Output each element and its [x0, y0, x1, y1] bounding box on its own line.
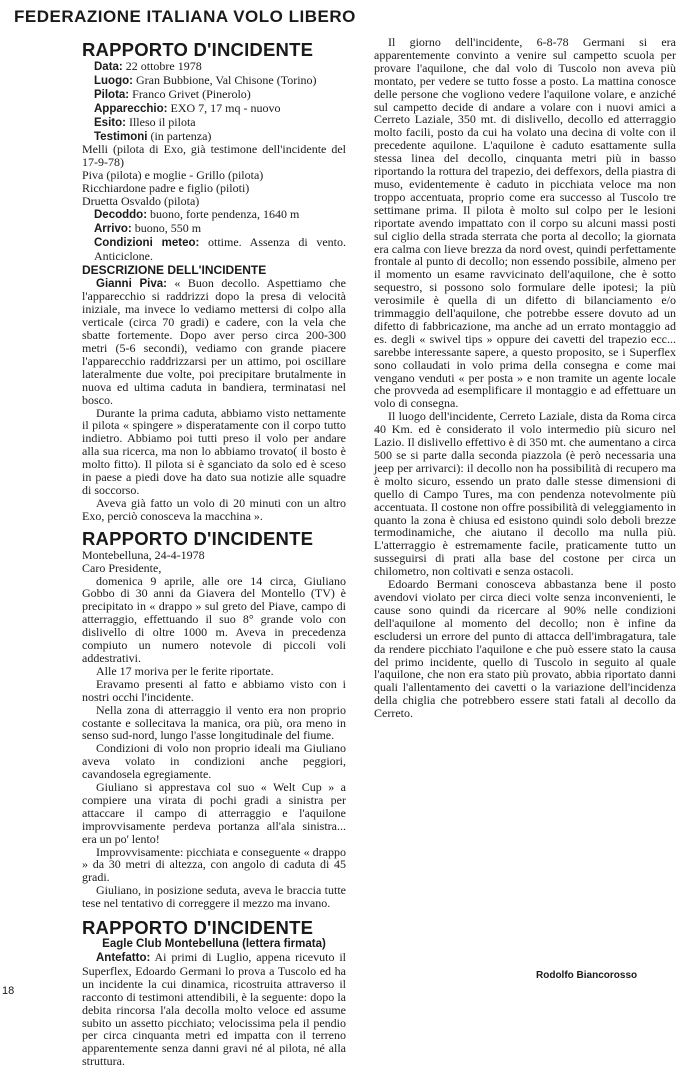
report-3-paragraph: Il giorno dell'incidente, 6-8-78 Germani si era apparentemente convinto a venire sul campetto scuola per provare l'aquilone, che dal volo di Tuscolo non aveva più montato, per vedere se tutto fosse a posto. La mattina conosce delle persone che vogliono vedere l'aquilone volare, e anziché sul campetto decide di andare a volare con i nuovi amici a Cerreto Laziale, 350 mt. di dislivello, decollo ed atterraggio molto facili, posto da cui ha volato una decina di volte con il precedente aquilone. L'aquilone è caduto esattamente sulla stessa linea del decollo, cinquanta metri più in basso riportando la rottura del trapezio, dei deffexors, della piastra di muso, evidentemente è caduto in picchiata veloce ma non troppo accentuata, proprio come era successo al Tuscolo tre settimane prima. Il pilota è molto sul colpo per le lesioni riportate avendo impattato con il corpo su alcuni massi posti sul ciglio della strada sterrata che porta al decollo; la giornata era calma con lieve brezza da nord ovest, quindi perfettamente frontale al punto di decollo; non essendo possibile, almeno per il momento un esame ravvicinato dell'aquilone, che è sotto sequestro, si possono solo formulare delle ipotesi; la più verosimile è quella di un difetto di bilanciamento e/o trimmaggio dell'aquilone, che potrebbe essere dovuto ad un difetto di fabbricazione, ma anche ad un errato montaggio ad es. degli « swivel tips » oppure dei cavetti del trapezio ecc... sarebbe interessante sapere, a questo proposito, se i Superflex sono collaudati in volo prima della consegna e come mai vengano venduti « per posta » e non tramite un agente locale che provveda ad esemplificare il montaggio e ad effettuare un volo di consegna. — [374, 35, 676, 411]
report-2-paragraph: Improvvisamente: picchiata e conseguente « drappo » da 30 metri di altezza, con angolo di caduta di 45 gradi. — [82, 844, 346, 885]
report-3-paragraph: Il luogo dell'incidente, Cerreto Laziale, dista da Roma circa 40 Km. ed è considerato il volo intermedio più sicuro nel Lazio. Il dislivello effettivo è di 350 mt. che aumentano a circa 500 se si parte dalla seconda piazzola (è però necessaria una jeep per arrivarci): il decollo non ha possibilità di recupero ma è molto sicuro, essendo un prato dalle stesse dimensioni di quello di Campo Tures, ma con pendenza notevolmente più accentuata. Il costone non offre possibilità di veleggiamento in quanto la zona è chiusa ed esistono quindi solo deboli brezze termodinamiche, che aiutano il decollo ma nulla più. L'atterraggio è estremamente facile, praticamente tutto un susseguirsi di prati alla base del costone per circa un chilometro, non coltivati e senza ostacoli. — [374, 409, 677, 579]
report-3-title: RAPPORTO D'INCIDENTE — [82, 917, 314, 939]
page-number: 18 — [2, 985, 15, 997]
report-1-field-takeoff: Decoddo: buono, forte pendenza, 1640 m — [94, 206, 300, 221]
report-2-greeting: Caro Presidente, — [82, 560, 162, 575]
report-3-antefact: Antefatto: Ai primi di Luglio, appena ricevuto il Superflex, Edoardo Germani lo prova a Tuscolo ed ha un incidente la cui dinamica, ricostruita attraverso il racconto di testimoni attendibili, è la seguente: dopo la debita rincorsa l'ala decolla molto veloce ed assume subito un assetto picchiato; velocissima pela il pendio per circa cinquanta metri ed impatta con il terreno apparentemente senza danni gravi né al pilota, né alla struttura. — [82, 950, 346, 1068]
report-2-paragraph: Eravamo presenti al fatto e abbiamo visto con i nostri occhi l'incidente. — [82, 676, 346, 704]
report-2-place-date: Montebelluna, 24-4-1978 — [82, 547, 205, 562]
report-1-field-weather: Condizioni meteo: ottime. Assenza di vento. Anticiclone. — [94, 234, 346, 263]
report-1-field-outcome: Esito: Illeso il pilota — [94, 114, 196, 129]
witness-line: Ricchiardone padre e figlio (piloti) — [82, 181, 250, 196]
report-1-field-aircraft: Apparecchio: EXO 7, 17 mq - nuovo — [94, 100, 281, 115]
report-2-paragraph: Nella zona di atterraggio il vento era non proprio costante e sollecitava la manica, ora più, ora meno in senso sud-nord, lungo l'asse longitudinale del fiume. — [82, 702, 346, 743]
report-1-paragraph: Durante la prima caduta, abbiamo visto nettamente il pilota « spingere » disperatamente con il corpo tutto indietro. Abbiamo poi tutti preso il volo per andare alla sua ricerca, ma non lo abbiamo trovato( il bosto è molto fitto). Il pilota si è sganciato da solo ed è sceso in paese a piedi dove ha dato sua notizie alle squadre di soccorso. — [82, 405, 346, 497]
magazine-header: FEDERAZIONE ITALIANA VOLO LIBERO — [14, 7, 356, 26]
left-column — [82, 40, 346, 1068]
report-1-field-pilot: Pilota: Franco Grivet (Pinerolo) — [94, 86, 251, 101]
report-2-paragraph: domenica 9 aprile, alle ore 14 circa, Giuliano Gobbo di 30 anni da Giavera del Montello (TV) è precipitato in « drappo » sul greto del Piave, campo di atterraggio, effettuando il suo 8° grande volo con dislivello di oltre 1000 m. Aveva in precedenza compiuto un numero notevole di piccoli voli addestrativi. — [82, 573, 346, 665]
report-2-paragraph: Alle 17 moriva per le ferite riportate. — [96, 663, 274, 678]
right-column — [374, 36, 676, 720]
report-1-field-place: Luogo: Gran Bubbione, Val Chisone (Torino) — [94, 72, 317, 87]
report-2-paragraph: Giuliano si apprestava col suo « Welt Cup » a compiere una virata di pochi gradi a sinistra per attaccare il campo di atterraggio e l'aquilone improvvisamente perdeva portanza all'ala sinistra... era un po' lento! — [82, 780, 346, 846]
witness-line: Druetta Osvaldo (pilota) — [82, 194, 200, 209]
report-1-title: RAPPORTO D'INCIDENTE — [82, 39, 314, 60]
witness-line: Piva (pilota) e moglie - Grillo (pilota) — [82, 168, 264, 183]
author-signature: Rodolfo Biancorosso — [536, 970, 638, 981]
report-1-paragraph: Aveva già fatto un volo di 20 minuti con un altro Exo, perciò conosceva la macchina ». — [82, 495, 346, 523]
report-2-title: RAPPORTO D'INCIDENTE — [82, 527, 314, 549]
report-1-paragraph: Gianni Piva: « Buon decollo. Aspettiamo che l'apparecchio si raddrizzi dopo la presa di velocità iniziale, ma invece lo vediamo mettersi di colpo alla verticale (circa 70 gradi) e cadere, con la vela che sbatte fortemente. Dopo aver perso circa 200-300 metri (5-6 secondi), vediamo con grande piacere l'apparecchio raddrizzarsi per un attimo, poi oscillare lateralmente due volte, poi precipitare brutalmente in nuova ed ultima caduta in bandiera, terminatasi nel bosco. — [82, 275, 347, 407]
report-2-paragraph: Condizioni di volo non proprio ideali ma Giuliano aveva volato in condizioni anche peggiori, cavandosela egregiamente. — [82, 741, 346, 782]
report-1-field-witnesses: Testimoni (in partenza) — [94, 128, 212, 143]
report-3-paragraph: Edoardo Bermani conosceva abbastanza bene il posto avendovi violato per circa dieci volte senza inconvenienti, le cause sono quindi da ricercare al 90% nelle condizioni dell'aquilone al momento del decollo; non è infine da escludersi un errore del punto di attacca dell'imbragatura, tale da rendere picchiato l'aquilone e che può essere stato la causa del primo incidente, quello di Tuscolo in seguito al quale l'aquilone, che non era stato più provato, abbia riportato danni quali l'allentamento dei cavetti o la variazione dell'incidenza della chiglia che potrebbero essere stati fatali al decollo da Cerreto. — [374, 577, 676, 721]
report-3-subtitle: Eagle Club Montebelluna (lettera firmata) — [102, 938, 326, 951]
report-2-paragraph: Giuliano, in posizione seduta, aveva le braccia tutte tese nel tentativo di correggere il mezzo ma invano. — [82, 883, 346, 911]
report-1-field-landing: Arrivo: buono, 550 m — [94, 220, 202, 235]
witness-line: Melli (pilota di Exo, già testimone dell'incidente del 17-9-78) — [82, 142, 346, 170]
incident-description-heading: DESCRIZIONE DELL'INCIDENTE — [82, 262, 267, 277]
report-1-field-date: Data: 22 ottobre 1978 — [94, 59, 202, 73]
